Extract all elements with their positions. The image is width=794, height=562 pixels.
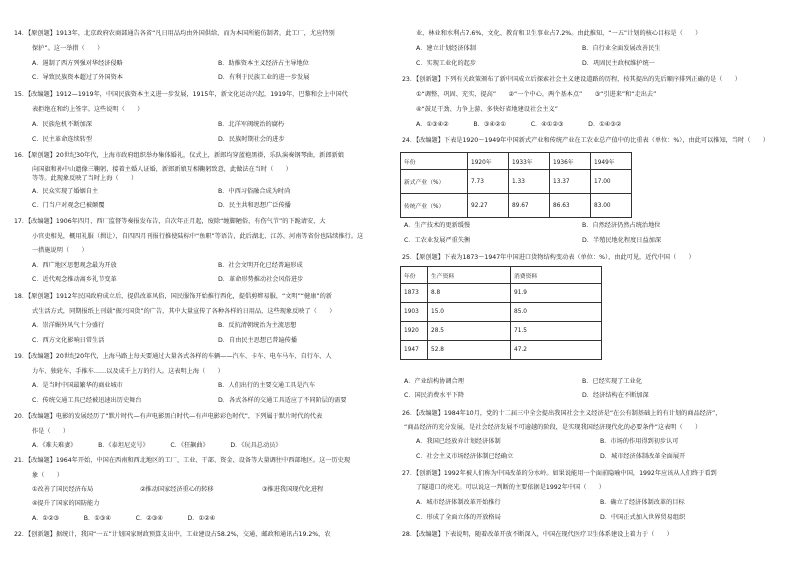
q14-option: A．遏制了西方列强对华经济侵略 — [32, 60, 123, 67]
q21-stem: 21．【改编题】1964年开始，中国在西南和西北地区的工厂、工业、干部、资金、设备等大量调往中西部地区。这一历史现 — [14, 457, 351, 464]
q28-stem: 28．【改编题】下表说明，随着改革开放不断深入，中国在现代医疗卫生体系建设上着力于（ ） — [402, 531, 673, 538]
q24-option: D．半殖民地化程度日益加深 — [582, 237, 662, 244]
table-cell: 1.33 — [509, 170, 550, 194]
q16-stem: 等等。此现象反映了当时上海（ ） — [32, 175, 138, 182]
q23-stem: 23．【创新题】下列有关政策颁布了新中国成立后探索社会主义建设道路的历程，按其提出的先后顺序排列正确的是（ ） — [402, 76, 741, 83]
table-cell: 17.00 — [591, 170, 632, 194]
table-cell: 1920 — [401, 322, 428, 341]
q26-option: A．我国已经放弃计划经济体制 — [416, 438, 501, 445]
q21-item: ④提升了国家的国防能力 — [32, 500, 100, 507]
table-cell: 8.8 — [428, 284, 511, 303]
q16-stem: 向国旗和孙中山遗像三鞠躬，接着主婚人证婚，新郎新娘互相鞠躬致意，此做法在当时（ ） — [32, 166, 292, 173]
q21-item: ②推动国家经济重心的转移 — [140, 486, 214, 493]
table-header-cell: 1933年 — [509, 153, 550, 170]
q27-option: C．形成了全面立体的开放格局 — [416, 514, 501, 521]
q24-option: C．工农业发展严重失衡 — [404, 237, 471, 244]
table-cell: 86.63 — [550, 194, 591, 218]
q24-option: B．自然经济仍然占统治地位 — [582, 222, 661, 229]
table-header-row — [401, 153, 632, 170]
table-header-cell: 1949年 — [591, 153, 632, 170]
q23-options: A．①③④② B．③④②① C．④①②③ D．①④③② — [416, 121, 622, 128]
q18-option: B．反抗清朝统治为主流思想 — [218, 322, 297, 329]
table-header-cell: 年份 — [401, 153, 468, 170]
q25-table — [400, 266, 602, 360]
q15-option: D．民族时期社会的进步 — [218, 136, 285, 143]
q14-option: D．有利于民族工业的进一步发展 — [218, 74, 310, 81]
table-cell: 1903 — [401, 303, 428, 322]
table-row — [401, 303, 602, 322]
q15-option: C．民主革命连续转型 — [32, 136, 93, 143]
q17-option: B．社会文明开化已经普遍形成 — [218, 262, 303, 269]
table-cell: 传统产业（%） — [401, 194, 468, 218]
table-header-cell: 1920年 — [468, 153, 509, 170]
q24-table — [400, 152, 632, 218]
q19-option: A．是当时中国最繁华的商业城市 — [32, 382, 123, 389]
q26-option: B．市场的作用得到初步认可 — [600, 438, 679, 445]
q19-option: D．各式各样的交通工具适应了不同阶层的需要 — [218, 397, 347, 404]
q14-option: C．导致民族资本超过了外国资本 — [32, 74, 123, 81]
table-row — [401, 322, 602, 341]
q24-stem: 24．【改编题】下表是1920～1949年中国新式产业和传统产业在工农业总产值中的比重表（单位：%），由此可以推知，当时（ ） — [402, 137, 769, 144]
table-cell: 28.5 — [428, 322, 511, 341]
q19-option: B．人们出行的主要交通工具是汽车 — [218, 382, 316, 389]
q22-stem: 22．【创新题】据统计，我国“一五”计划国家财政预算支出中，工业建设占58.2%，交通、邮政和通讯占19.2%，农 — [14, 531, 331, 538]
table-cell: 83.00 — [591, 194, 632, 218]
q26-stem: “商品经济的充分发展，是社会经济发展不可逾越的阶段，是实现我国经济现代化的必要条件”这表明（ ） — [404, 424, 702, 431]
table-header-cell: 生产资料 — [428, 267, 511, 284]
q14-option: B．助推资本主义经济占主导地位 — [218, 60, 309, 67]
q17-stem: 小官吏相见，概用礼服（揖让），自四四月刊报行推使陆标中“鱼职”等语告，此后湖北、江苏、河南等省份也陆续推行。这 — [32, 233, 364, 240]
q17-option: C．近代观念推动离乡礼节变革 — [32, 276, 117, 283]
q27-option: B．确立了经济体制改革的目标 — [600, 499, 685, 506]
q21-options: A．①②③ B．①③④ C．②③④ D．①②④ — [32, 515, 216, 522]
table-header-row — [401, 267, 602, 284]
table-cell: 15.0 — [428, 303, 511, 322]
q22-option: D．巩固民主政权维护统一 — [582, 60, 655, 67]
table-header-cell: 年份 — [401, 267, 428, 284]
q14-stem: 14．【原创题】1913年，北京政府农商部通告各省“凡日用品均由外国供给，而为本国所能仿制者，此工厂，尤应特别 — [14, 30, 335, 37]
q16-stem: 16．【原创题】20世纪30年代，上海市政府组织举办集体婚礼，仪式上，新郎均穿蓝袍黑褂，乐队演奏钢琴曲，新郎新娘 — [14, 152, 344, 159]
q24-option: A．生产技术的更新缓慢 — [404, 222, 471, 229]
q15-option: A．民族危机不断加深 — [32, 121, 92, 128]
q15-stem: 表拒绝在和约上签字。这些说明（ ） — [32, 106, 144, 113]
q17-stem: 17．【改编题】1906年四月，西厂监督等奏报发布告，自次年正月起，废除“缠脚陋俗，有伤气节”的下跪请安，大 — [14, 218, 326, 225]
q22-option: C．实现工业化的起步 — [416, 60, 477, 67]
q20-options: A．《难夫难妻》 B．《泰坦尼克号》 C．《狂飙曲》 D．《玩具总动员》 — [32, 442, 282, 449]
q26-option: D．城市经济体制改革全面展开 — [600, 453, 686, 460]
q17-stem: 一措施说明（ ） — [32, 247, 88, 254]
table-cell: 1873 — [401, 284, 428, 303]
q19-stem: 力车、独轮车、手推车……以及成千上万的行人。这表明上海（ ） — [32, 368, 224, 375]
table-cell: 85.0 — [511, 303, 602, 322]
table-cell: 92.27 — [468, 194, 509, 218]
q21-item: ①改善了国民经济布局 — [32, 486, 94, 493]
q16-option: B．中西习俗融合成为时尚 — [218, 188, 291, 195]
q20-stem: 作是（ ） — [32, 428, 70, 435]
q21-item: ③推进我国现代化进程 — [262, 486, 324, 493]
table-cell: 1947 — [401, 341, 428, 360]
q25-option: D．经济结构在不断加深 — [582, 392, 649, 399]
q16-option: D．民主共和思想广泛传播 — [218, 202, 291, 209]
table-cell: 52.8 — [428, 341, 511, 360]
table-header-cell: 1936年 — [550, 153, 591, 170]
q25-option: B．已经实现了工业化 — [582, 378, 642, 385]
q18-stem: 18．【原创题】1912年民国政府成立后，提倡改革风俗，国民服饰开始推行西化，提倡剪辫易服，“文明”“健康”的新 — [14, 293, 332, 300]
q18-option: D．自由民主思想已普遍传播 — [218, 337, 298, 344]
q25-stem: 25．【原创题】下表为1873～1947年中国进口货物结构变动表（单位：%），由此可见，近代中国（ ） — [402, 254, 695, 261]
q22-stem: 业、林业和水利占7.6%，文化、教育和卫生事业占7.2%。由此推知，“一五”计划的核心目标是（ ） — [416, 30, 702, 37]
table-cell: 13.37 — [550, 170, 591, 194]
q22-option: B．自行业全面发展改善民生 — [582, 45, 661, 52]
q25-option: A．产业结构协调合理 — [404, 378, 464, 385]
table-row — [401, 194, 632, 218]
q27-option: D．中国正式加入世界贸易组织 — [600, 514, 686, 521]
q26-stem: 26．【改编题】1984年10月，党的十二届三中全会提出我国社会主义经济是“在公有制基础上的有计划的商品经济”， — [402, 410, 722, 417]
q16-option: A．民众实现了婚姻自主 — [32, 188, 99, 195]
q14-stem: 保护”。这一举措（ ） — [32, 45, 104, 52]
q18-option: C．西方文化影响日常生活 — [32, 337, 105, 344]
q15-option: B．北洋军阀统治的腐朽 — [218, 121, 285, 128]
table-row — [401, 341, 602, 360]
table-cell: 47.2 — [511, 341, 602, 360]
q25-option: C．国民消费水平下降 — [404, 392, 465, 399]
q23-items: ①“调整、巩固、充实、提高” ②“一个中心，两个基本点” ③“引进来”和“走出去” — [416, 91, 657, 98]
table-cell: 71.5 — [511, 322, 602, 341]
q17-option: A．西广地区思想观念最为开放 — [32, 262, 117, 269]
table-cell: 89.67 — [509, 194, 550, 218]
table-row — [401, 284, 602, 303]
q27-stem: 27．【创新题】1992年被人们称为中国改革的分水岭。如果说能用一个面前隐喻中国，1992年应该从人们终于看到 — [402, 470, 717, 477]
table-row — [401, 170, 632, 194]
q27-stem: 了隧道口的亮光。可以说这一判断的主要依据是1992年中国（ ） — [416, 484, 605, 491]
table-cell: 新式产业（%） — [401, 170, 468, 194]
q27-option: A．城市经济体制改革开始推行 — [416, 499, 501, 506]
q22-option: A．建立计划经济体制 — [416, 45, 476, 52]
q26-option: C．社会主义市场经济体制已经确立 — [416, 453, 514, 460]
q15-stem: 15．【改编题】1912—1919年，中国民族资本主义进一步发展，1915年，新文化运动兴起，1919年，巴黎和会上中国代 — [14, 91, 348, 98]
q17-option: D．革命形势推动社会风俗进步 — [218, 276, 304, 283]
q18-option: A．崇洋媚外风气十分盛行 — [32, 322, 105, 329]
q18-stem: 式生活方式，同期报纸上刊载“振兴国货”的广告，其中大量宣传了各种各样的日用品，这些现象反映了（ ） — [32, 308, 336, 315]
q21-stem: 象（ ） — [32, 472, 63, 479]
q19-option: C．传统交通工具已经被迅速出历史舞台 — [32, 397, 142, 404]
table-cell: 91.9 — [511, 284, 602, 303]
q23-items: ④“鼓足干劲、力争上游、多快好省地建设社会主义” — [416, 106, 558, 113]
q16-option: C．门当户对观念已被颠覆 — [32, 202, 105, 209]
q20-stem: 20．【改编题】电影的发展经历了“默片时代—有声电影黑白时代—有声电影彩色时代”，下列属于默片时代的代表 — [14, 413, 323, 420]
table-header-cell: 消费资料 — [511, 267, 602, 284]
q19-stem: 19．【改编题】20世纪20年代，上海马路上每天要通过大量各式各样的车辆——汽车、卡车、电车马车、自行车、人 — [14, 353, 332, 360]
table-cell: 7.73 — [468, 170, 509, 194]
